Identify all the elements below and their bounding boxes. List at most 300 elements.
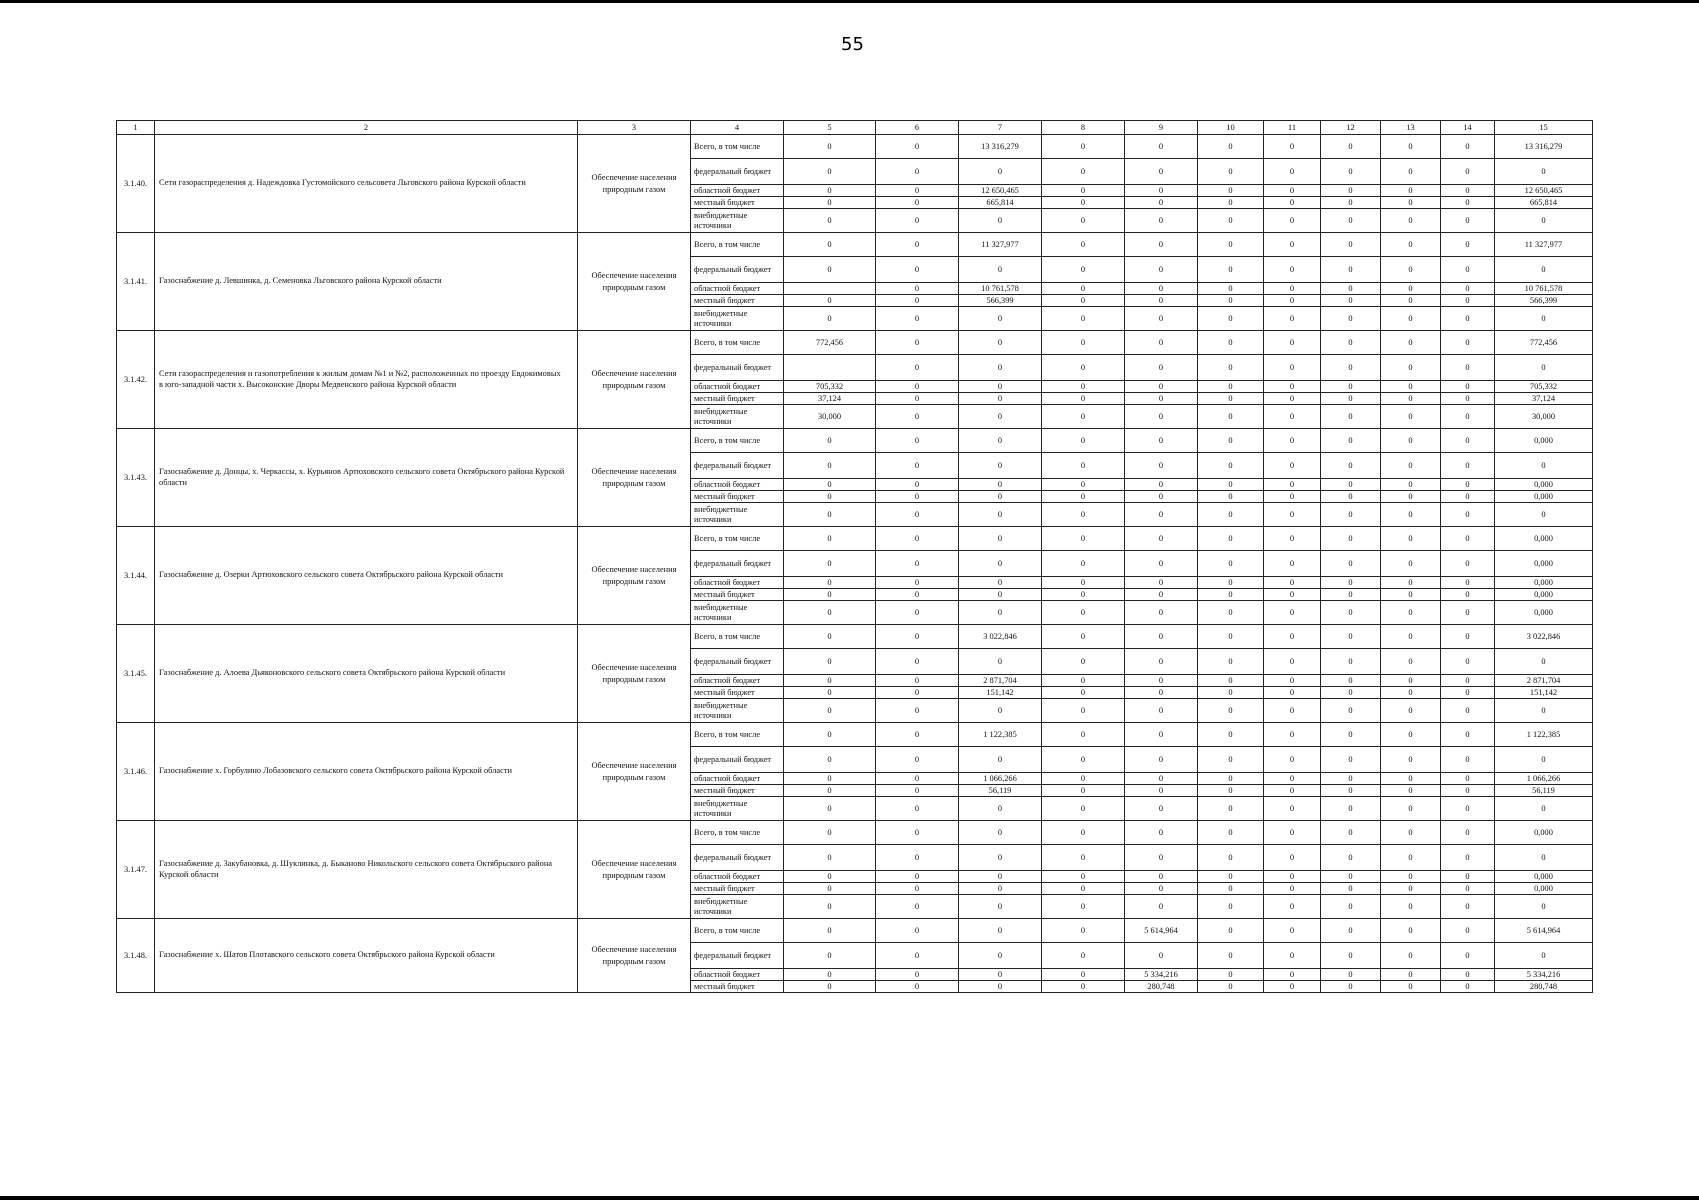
value-cell: 0 — [784, 981, 876, 993]
value-cell: 0 — [1381, 675, 1441, 687]
value-cell: 0 — [1381, 491, 1441, 503]
value-cell: 0 — [1441, 785, 1495, 797]
value-cell: 0 — [1381, 393, 1441, 405]
value-cell: 0 — [1381, 649, 1441, 675]
value-cell: 0 — [876, 821, 959, 845]
value-cell: 0 — [1321, 981, 1381, 993]
value-cell: 0 — [959, 393, 1042, 405]
value-cell: 0 — [876, 625, 959, 649]
value-cell: 0 — [1321, 197, 1381, 209]
value-cell: 0 — [784, 589, 876, 601]
table-row — [117, 821, 1593, 845]
value-cell: 0 — [1495, 159, 1593, 185]
value-cell: 0 — [1381, 503, 1441, 527]
value-cell: 0 — [959, 883, 1042, 895]
value-cell: 0 — [1441, 943, 1495, 969]
value-cell: 0 — [1381, 159, 1441, 185]
object-purpose: Обеспечение населения природным газом — [578, 527, 691, 625]
value-cell: 665,814 — [1495, 197, 1593, 209]
value-cell: 0 — [1198, 551, 1264, 577]
value-cell: 0 — [1042, 233, 1125, 257]
header-cell: 8 — [1042, 121, 1125, 135]
value-cell: 0 — [1264, 969, 1321, 981]
value-cell: 0 — [876, 919, 959, 943]
value-cell: 37,124 — [1495, 393, 1593, 405]
value-cell: 0 — [1125, 821, 1198, 845]
value-cell: 0 — [1042, 919, 1125, 943]
value-cell: 0 — [1495, 209, 1593, 233]
value-cell: 0 — [784, 747, 876, 773]
value-cell: 0 — [1125, 649, 1198, 675]
value-cell: 0 — [1264, 283, 1321, 295]
value-cell: 0 — [876, 135, 959, 159]
value-cell: 0 — [1321, 233, 1381, 257]
value-cell: 0 — [1264, 797, 1321, 821]
value-cell: 0 — [1381, 355, 1441, 381]
value-cell: 0 — [1125, 503, 1198, 527]
value-cell: 0 — [1125, 589, 1198, 601]
value-cell: 0 — [1321, 589, 1381, 601]
value-cell: 0 — [1381, 283, 1441, 295]
value-cell: 0 — [959, 381, 1042, 393]
value-cell: 0 — [784, 577, 876, 589]
funding-source: Всего, в том числе — [691, 919, 784, 943]
value-cell: 0 — [1042, 393, 1125, 405]
value-cell: 0 — [1198, 699, 1264, 723]
table-row — [117, 919, 1593, 943]
value-cell: 3 022,846 — [1495, 625, 1593, 649]
value-cell: 0 — [876, 257, 959, 283]
value-cell: 0 — [784, 527, 876, 551]
funding-source: федеральный бюджет — [691, 159, 784, 185]
value-cell: 0 — [1441, 747, 1495, 773]
value-cell: 0 — [1381, 821, 1441, 845]
funding-source: областной бюджет — [691, 773, 784, 785]
value-cell: 0 — [1441, 895, 1495, 919]
value-cell: 0 — [784, 883, 876, 895]
object-name: Газоснабжение д. Закубановка, д. Шуклинка, д. Быканово Никольского сельского совета Октябрьского района Курской области — [155, 821, 578, 919]
value-cell: 0 — [876, 785, 959, 797]
value-cell: 0 — [784, 295, 876, 307]
value-cell: 0 — [1321, 919, 1381, 943]
value-cell: 0 — [1264, 699, 1321, 723]
value-cell: 0 — [1042, 453, 1125, 479]
value-cell: 0 — [1381, 527, 1441, 551]
value-cell: 0 — [1441, 331, 1495, 355]
funding-source: местный бюджет — [691, 295, 784, 307]
value-cell: 0 — [1264, 919, 1321, 943]
funding-source: местный бюджет — [691, 687, 784, 699]
value-cell: 0 — [1441, 981, 1495, 993]
value-cell: 0 — [1125, 197, 1198, 209]
value-cell: 0 — [1042, 355, 1125, 381]
value-cell: 56,119 — [959, 785, 1042, 797]
value-cell: 0 — [959, 797, 1042, 821]
funding-source: федеральный бюджет — [691, 845, 784, 871]
funding-source: местный бюджет — [691, 883, 784, 895]
value-cell: 566,399 — [1495, 295, 1593, 307]
value-cell: 0 — [1381, 209, 1441, 233]
value-cell: 0 — [876, 159, 959, 185]
value-cell: 0 — [1321, 257, 1381, 283]
value-cell: 0 — [1042, 577, 1125, 589]
page-top-border — [0, 0, 1699, 3]
value-cell: 0 — [876, 551, 959, 577]
value-cell: 0 — [1321, 393, 1381, 405]
value-cell: 0,000 — [1495, 491, 1593, 503]
value-cell: 30,000 — [1495, 405, 1593, 429]
value-cell: 0 — [1495, 257, 1593, 283]
value-cell: 1 122,385 — [1495, 723, 1593, 747]
value-cell: 0 — [1198, 295, 1264, 307]
value-cell: 0 — [1042, 503, 1125, 527]
value-cell: 0 — [1321, 649, 1381, 675]
value-cell: 0 — [1042, 883, 1125, 895]
value-cell: 0 — [876, 943, 959, 969]
funding-source: местный бюджет — [691, 393, 784, 405]
value-cell: 0 — [1381, 295, 1441, 307]
value-cell: 0 — [1198, 675, 1264, 687]
table-row — [117, 527, 1593, 551]
value-cell: 0 — [1495, 747, 1593, 773]
value-cell: 0 — [1125, 845, 1198, 871]
value-cell: 0 — [959, 589, 1042, 601]
value-cell: 0 — [1441, 185, 1495, 197]
value-cell: 0 — [1042, 723, 1125, 747]
value-cell: 0 — [1441, 649, 1495, 675]
value-cell: 772,456 — [784, 331, 876, 355]
value-cell: 3 022,846 — [959, 625, 1042, 649]
value-cell: 0 — [1264, 577, 1321, 589]
value-cell: 0 — [1441, 295, 1495, 307]
value-cell: 0 — [1381, 331, 1441, 355]
value-cell: 0 — [1264, 821, 1321, 845]
value-cell: 56,119 — [1495, 785, 1593, 797]
funding-source: внебюджетные источники — [691, 601, 784, 625]
value-cell: 0 — [1198, 453, 1264, 479]
value-cell: 0 — [1264, 845, 1321, 871]
value-cell: 0,000 — [1495, 821, 1593, 845]
object-name: Газоснабжение д. Алоева Дьяконовского сельского совета Октябрьского района Курской области — [155, 625, 578, 723]
value-cell: 0 — [784, 453, 876, 479]
value-cell: 0 — [876, 747, 959, 773]
value-cell: 1 122,385 — [959, 723, 1042, 747]
funding-source: внебюджетные источники — [691, 307, 784, 331]
value-cell: 0 — [784, 895, 876, 919]
funding-source: Всего, в том числе — [691, 723, 784, 747]
value-cell: 0 — [1495, 797, 1593, 821]
value-cell: 566,399 — [959, 295, 1042, 307]
value-cell: 0 — [1198, 883, 1264, 895]
funding-source: федеральный бюджет — [691, 453, 784, 479]
value-cell: 0 — [1198, 405, 1264, 429]
value-cell: 0 — [1198, 381, 1264, 393]
value-cell: 772,456 — [1495, 331, 1593, 355]
value-cell: 0 — [1381, 233, 1441, 257]
value-cell: 0 — [1441, 845, 1495, 871]
value-cell: 0 — [1441, 821, 1495, 845]
value-cell: 0 — [784, 773, 876, 785]
funding-source: федеральный бюджет — [691, 551, 784, 577]
value-cell: 0 — [784, 919, 876, 943]
object-purpose: Обеспечение населения природным газом — [578, 821, 691, 919]
object-name: Газоснабжение х. Шатов Плотавского сельского совета Октябрьского района Курской области — [155, 919, 578, 993]
value-cell: 0 — [876, 393, 959, 405]
value-cell: 0 — [1198, 747, 1264, 773]
value-cell: 0 — [1321, 551, 1381, 577]
value-cell: 0 — [1321, 479, 1381, 491]
budget-table — [116, 120, 1593, 993]
value-cell: 13 316,279 — [1495, 135, 1593, 159]
value-cell: 0 — [1198, 393, 1264, 405]
funding-source: областной бюджет — [691, 871, 784, 883]
value-cell: 0 — [1321, 283, 1381, 295]
value-cell: 0 — [876, 295, 959, 307]
value-cell: 0 — [1381, 257, 1441, 283]
value-cell: 0 — [1264, 185, 1321, 197]
value-cell: 705,332 — [1495, 381, 1593, 393]
value-cell: 0 — [1321, 687, 1381, 699]
value-cell: 0 — [959, 503, 1042, 527]
value-cell: 0 — [1264, 551, 1321, 577]
value-cell: 0 — [1042, 785, 1125, 797]
value-cell: 0 — [1264, 209, 1321, 233]
table-row — [117, 723, 1593, 747]
value-cell: 0 — [959, 895, 1042, 919]
value-cell: 0 — [959, 551, 1042, 577]
value-cell: 0 — [1321, 527, 1381, 551]
value-cell: 0 — [1042, 307, 1125, 331]
object-name: Газоснабжение д. Донцы, х. Черкассы, х. Курьянов Артюховского сельского совета Октябрьского района Курской области — [155, 429, 578, 527]
value-cell: 0 — [1264, 479, 1321, 491]
value-cell: 0 — [876, 601, 959, 625]
value-cell: 0 — [1198, 871, 1264, 883]
value-cell: 0 — [1264, 747, 1321, 773]
value-cell: 151,142 — [1495, 687, 1593, 699]
value-cell: 0 — [784, 257, 876, 283]
funding-source: областной бюджет — [691, 675, 784, 687]
value-cell: 0 — [1441, 699, 1495, 723]
value-cell: 0 — [876, 883, 959, 895]
header-row — [117, 121, 1593, 135]
header-cell: 6 — [876, 121, 959, 135]
value-cell: 0 — [1441, 257, 1495, 283]
value-cell: 0 — [784, 871, 876, 883]
value-cell: 0 — [1441, 625, 1495, 649]
value-cell: 0 — [1321, 845, 1381, 871]
value-cell: 0 — [1198, 197, 1264, 209]
value-cell: 0 — [1321, 797, 1381, 821]
value-cell: 0 — [1042, 895, 1125, 919]
value-cell: 0 — [959, 699, 1042, 723]
value-cell: 0 — [1042, 687, 1125, 699]
value-cell: 0 — [876, 197, 959, 209]
value-cell: 0 — [876, 479, 959, 491]
value-cell: 0 — [1125, 747, 1198, 773]
value-cell: 0 — [1125, 687, 1198, 699]
value-cell: 0 — [1042, 381, 1125, 393]
value-cell: 0 — [1264, 527, 1321, 551]
value-cell: 0 — [1125, 295, 1198, 307]
value-cell: 0 — [1125, 675, 1198, 687]
value-cell: 0 — [1125, 135, 1198, 159]
value-cell: 0 — [1198, 503, 1264, 527]
value-cell: 0 — [1125, 883, 1198, 895]
value-cell: 0 — [1042, 185, 1125, 197]
value-cell: 0 — [959, 355, 1042, 381]
value-cell: 0 — [784, 185, 876, 197]
value-cell: 0 — [784, 491, 876, 503]
value-cell: 0 — [1264, 649, 1321, 675]
value-cell: 280,748 — [1125, 981, 1198, 993]
value-cell: 0 — [1125, 479, 1198, 491]
row-number: 3.1.46. — [117, 723, 155, 821]
value-cell: 0 — [876, 453, 959, 479]
header-cell: 5 — [784, 121, 876, 135]
value-cell: 11 327,977 — [1495, 233, 1593, 257]
value-cell: 0 — [1321, 405, 1381, 429]
value-cell: 0 — [1321, 577, 1381, 589]
value-cell: 0 — [1042, 773, 1125, 785]
value-cell: 0 — [1441, 355, 1495, 381]
value-cell: 0 — [876, 209, 959, 233]
value-cell: 0 — [1441, 919, 1495, 943]
value-cell: 0 — [1264, 307, 1321, 331]
value-cell: 0 — [1264, 625, 1321, 649]
value-cell: 0 — [1198, 283, 1264, 295]
value-cell: 0 — [1042, 209, 1125, 233]
value-cell: 0,000 — [1495, 883, 1593, 895]
value-cell: 0 — [1321, 723, 1381, 747]
value-cell: 0 — [1042, 747, 1125, 773]
value-cell: 0 — [1381, 981, 1441, 993]
value-cell: 0 — [784, 503, 876, 527]
value-cell: 0 — [1321, 159, 1381, 185]
value-cell: 0 — [1381, 625, 1441, 649]
value-cell: 0 — [876, 845, 959, 871]
value-cell: 0 — [1441, 503, 1495, 527]
value-cell: 0 — [1381, 381, 1441, 393]
value-cell: 0 — [1198, 625, 1264, 649]
value-cell: 0 — [876, 871, 959, 883]
value-cell: 0 — [1441, 393, 1495, 405]
object-purpose: Обеспечение населения природным газом — [578, 135, 691, 233]
value-cell: 0,000 — [1495, 527, 1593, 551]
value-cell: 0 — [1264, 355, 1321, 381]
value-cell: 0 — [1441, 969, 1495, 981]
value-cell: 0 — [1125, 773, 1198, 785]
table-row — [117, 135, 1593, 159]
funding-source: Всего, в том числе — [691, 429, 784, 453]
value-cell: 0 — [1125, 185, 1198, 197]
object-purpose: Обеспечение населения природным газом — [578, 723, 691, 821]
value-cell: 0 — [1042, 331, 1125, 355]
value-cell: 10 761,578 — [959, 283, 1042, 295]
value-cell: 0 — [1381, 747, 1441, 773]
value-cell: 30,000 — [784, 405, 876, 429]
value-cell: 0 — [1125, 551, 1198, 577]
funding-source: федеральный бюджет — [691, 747, 784, 773]
value-cell: 0 — [1198, 159, 1264, 185]
value-cell: 0 — [1321, 785, 1381, 797]
value-cell: 0 — [876, 355, 959, 381]
value-cell: 0 — [1198, 429, 1264, 453]
object-name: Газоснабжение д. Левшинка, д. Семеновка Льговского района Курской области — [155, 233, 578, 331]
value-cell: 0 — [1042, 797, 1125, 821]
value-cell: 1 066,266 — [959, 773, 1042, 785]
value-cell: 0 — [1198, 209, 1264, 233]
value-cell: 0 — [1441, 233, 1495, 257]
value-cell: 0 — [876, 503, 959, 527]
value-cell: 0 — [1042, 943, 1125, 969]
value-cell: 0 — [1125, 283, 1198, 295]
value-cell: 0 — [1441, 283, 1495, 295]
value-cell: 0 — [1264, 453, 1321, 479]
value-cell: 0 — [1441, 551, 1495, 577]
value-cell: 0 — [1381, 773, 1441, 785]
value-cell: 0 — [959, 159, 1042, 185]
value-cell: 0,000 — [1495, 551, 1593, 577]
value-cell: 0,000 — [1495, 479, 1593, 491]
value-cell: 0 — [1441, 773, 1495, 785]
value-cell: 12 650,465 — [959, 185, 1042, 197]
value-cell: 0 — [1321, 185, 1381, 197]
value-cell: 0 — [1321, 295, 1381, 307]
value-cell: 0 — [784, 209, 876, 233]
value-cell: 0 — [1042, 159, 1125, 185]
value-cell: 0 — [1125, 355, 1198, 381]
value-cell: 0 — [1381, 577, 1441, 589]
value-cell: 0 — [1198, 331, 1264, 355]
value-cell: 0 — [1264, 405, 1321, 429]
object-purpose: Обеспечение населения природным газом — [578, 429, 691, 527]
value-cell: 0 — [959, 981, 1042, 993]
value-cell: 0 — [784, 307, 876, 331]
value-cell: 0 — [1264, 159, 1321, 185]
value-cell: 0 — [1042, 527, 1125, 551]
value-cell: 0 — [784, 625, 876, 649]
value-cell: 0 — [1042, 429, 1125, 453]
table-row — [117, 233, 1593, 257]
value-cell: 0 — [1381, 551, 1441, 577]
value-cell: 0 — [1198, 601, 1264, 625]
value-cell: 0 — [1042, 283, 1125, 295]
value-cell: 0 — [876, 405, 959, 429]
value-cell: 2 871,704 — [1495, 675, 1593, 687]
value-cell: 0 — [1198, 773, 1264, 785]
value-cell: 0 — [1321, 503, 1381, 527]
value-cell: 0 — [959, 479, 1042, 491]
value-cell: 0 — [1441, 491, 1495, 503]
value-cell: 0 — [1381, 943, 1441, 969]
page-bottom-border — [0, 1196, 1699, 1200]
value-cell: 0 — [1321, 943, 1381, 969]
value-cell: 0 — [1264, 785, 1321, 797]
value-cell: 0 — [1381, 797, 1441, 821]
funding-source: областной бюджет — [691, 479, 784, 491]
table-body — [117, 135, 1593, 993]
value-cell: 0 — [1381, 405, 1441, 429]
value-cell: 0 — [1042, 589, 1125, 601]
value-cell: 0 — [784, 135, 876, 159]
value-cell: 0 — [1198, 479, 1264, 491]
value-cell: 0 — [1198, 355, 1264, 381]
value-cell: 0 — [876, 577, 959, 589]
value-cell: 0 — [1321, 331, 1381, 355]
value-cell: 0 — [784, 479, 876, 491]
value-cell: 0 — [876, 527, 959, 551]
value-cell: 0 — [876, 981, 959, 993]
